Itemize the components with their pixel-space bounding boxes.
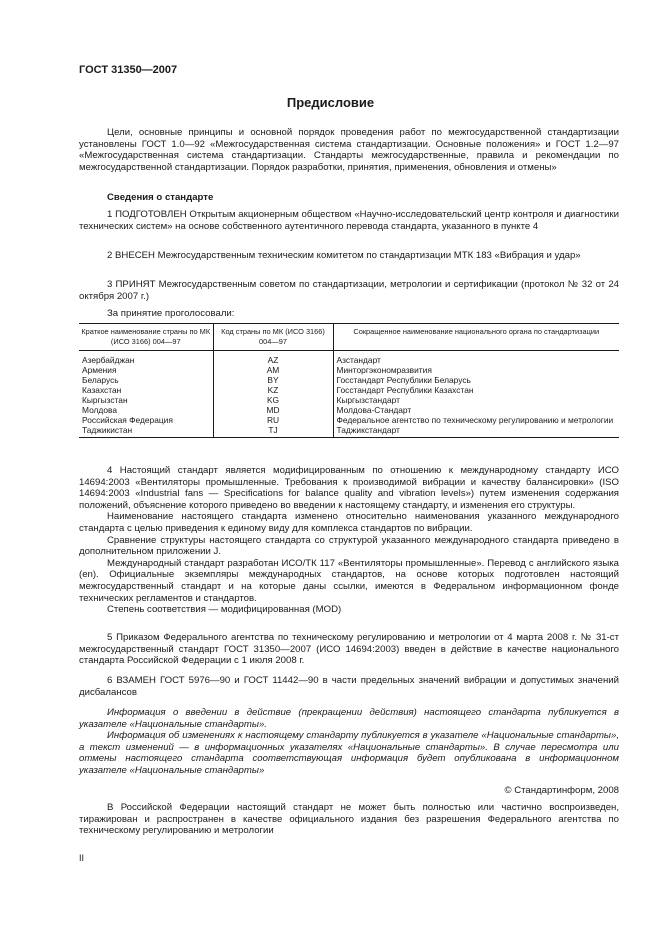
cell-country: Таджикистан: [79, 425, 213, 438]
item-6: [79, 675, 619, 698]
cell-body: Молдова-Стандарт: [336, 405, 412, 415]
item-1: [79, 209, 619, 232]
item-4-conformity: Степень соответствия — модифицированная (MOD): [107, 604, 342, 616]
page-title: Предисловие: [286, 95, 375, 110]
item-2-text: 2 ВНЕСЕН Межгосударственным техническим комитетом по стандартизации МТК 183 «Вибрация и удар»: [107, 250, 581, 261]
cell-body: Минторгэкономразвития: [336, 365, 432, 375]
cell-code: RU: [213, 415, 333, 425]
cell-country: Молдова: [79, 405, 213, 415]
table-row: [79, 395, 619, 405]
item-4-iso-note: Международный стандарт разработан ИСО/ТК 117 «Вентиляторы промышленные». Перевод с английского языка (en). Официальные экземпляры международных стандартов, на основе которых подготовлен настоящий межгосударственный стандарт и на которые даны ссылки, имеются в Федеральном информационном фонде технических регламентов и стандартов.: [79, 557, 619, 604]
cell-body: Госстандарт Республики Казахстан: [336, 385, 474, 395]
table-row: [79, 415, 619, 425]
voted-label: За принятие проголосовали:: [107, 308, 235, 319]
cell-code: TJ: [213, 425, 333, 438]
item-3-text: 3 ПРИНЯТ Межгосударственным советом по стандартизации, метрологии и сертификации (протокол № 32 от 24 октября 2007 г.): [79, 279, 619, 302]
item-4-text: 4 Настоящий стандарт является модифицированным по отношению к международному стандарту ИСО 14694:2003 «Вентиляторы промышленные. Требования к производимой вибрации и качеству балансировки» (ISO 14694:2003 «Industrial fans — Specifications for balance quality and vibration levels») путем изменения содержания положений, объяснение которого приведено во введении к настоящему стандарту, и изменения его структуры.: [79, 465, 619, 511]
info-block: [79, 707, 619, 777]
item-4: [79, 465, 619, 616]
copyright-line: [79, 785, 619, 797]
cell-body: Федеральное агентство по техническому регулированию и метрологии: [336, 415, 614, 425]
cell-body: Таджикстандарт: [336, 425, 400, 435]
notice-text: В Российской Федерации настоящий стандарт не может быть полностью или частично воспроизведен, тиражирован и распространен в качестве официального издания без разрешения Федерального агентства по техническому регулированию и метрологии: [79, 802, 619, 837]
cell-country: Армения: [79, 365, 213, 375]
table-row: [79, 351, 619, 366]
cell-code: MD: [213, 405, 333, 415]
cell-code: AM: [213, 365, 333, 375]
cell-country: Кыргызстан: [79, 395, 213, 405]
cell-body: Госстандарт Республики Беларусь: [336, 375, 471, 385]
intro-paragraph: Цели, основные принципы и основной порядок проведения работ по межгосударственной стандартизации установлены ГОСТ 1.0—92 «Межгосударственная система стандартизации. Основные положения» и ГОСТ 1.2—97 «Межгосударственная система стандартизации. Стандарты межгосударственные, правила и рекомендации по межгосударственной стандартизации. Порядок разработки, принятия, применения, обновления и отмены»: [79, 127, 619, 173]
notice-block: [79, 802, 619, 837]
table-row: [79, 385, 619, 395]
cell-country: Беларусь: [79, 375, 213, 385]
cell-code: KG: [213, 395, 333, 405]
cell-country: Казахстан: [79, 385, 213, 395]
cell-code: BY: [213, 375, 333, 385]
table-header-row: [79, 324, 619, 351]
standard-info-section: [79, 192, 619, 204]
cell-body: Азстандарт: [336, 355, 381, 365]
item-1-text: 1 ПОДГОТОВЛЕН Открытым акционерным обществом «Научно-исследовательский центр контроля и диагностики технических систем» на основе собственного аутентичного перевода стандарта, указанного в пункте 4: [79, 209, 619, 232]
item-6-text: 6 ВЗАМЕН ГОСТ 5976—90 и ГОСТ 11442—90 в части предельных значений вибрации и допустимых значений дисбалансов: [79, 675, 619, 698]
countries-table: [79, 323, 619, 438]
item-4-name-note: Наименование настоящего стандарта изменено относительно наименования указанного международного стандарта с целью приведения к единому виду для комплекса стандартов по вибрации.: [79, 511, 619, 534]
page-number: II: [79, 853, 85, 863]
intro-block: [79, 127, 619, 173]
cell-code: KZ: [213, 385, 333, 395]
cell-body: Кыргызстандарт: [336, 395, 400, 405]
section-title: Сведения о стандарте: [107, 192, 214, 203]
info-introduction: Информация о введении в действие (прекращении действия) настоящего стандарта публикуется в указателе «Национальные стандарты».: [79, 707, 619, 730]
voted-line: [79, 308, 619, 320]
col-header-country: Краткое наименование страны по МК (ИСО 3166) 004—97: [79, 324, 213, 351]
cell-country: Российская Федерация: [79, 415, 213, 425]
col-header-code: Код страны по МК (ИСО 3166) 004—97: [213, 324, 333, 351]
document-header: ГОСТ 31350—2007: [79, 64, 178, 76]
item-2: [79, 250, 619, 262]
cell-code: AZ: [213, 351, 333, 366]
cell-country: Азербайджан: [79, 351, 213, 366]
table-row: [79, 425, 619, 438]
table-row: [79, 405, 619, 415]
table-row: [79, 375, 619, 385]
info-changes: Информация об изменениях к настоящему стандарту публикуется в указателе «Национальные стандарты», а текст изменений — в информационных указателях «Национальные стандарты». В случае пересмотра или отмены настоящего стандарта соответствующая информация будет опубликована в информационном указателе «Национальные стандарты»: [79, 730, 619, 776]
table-row: [79, 365, 619, 375]
item-3: [79, 279, 619, 302]
copyright-text: © Стандартинформ, 2008: [504, 785, 619, 796]
item-4-structure-note: Сравнение структуры настоящего стандарта со структурой указанного международного стандарта приведено в дополнительном приложении J.: [79, 534, 619, 558]
col-header-body: Сокращенное наименование национального органа по стандартизации: [333, 324, 619, 351]
item-5: [79, 632, 619, 667]
item-5-text: 5 Приказом Федерального агентства по техническому регулированию и метрологии от 4 марта 2008 г. № 31-ст межгосударственный стандарт ГОСТ 31350—2007 (ИСО 14694:2003) введен в действие в качестве национального стандарта Российской Федерации с 1 июля 2008 г.: [79, 632, 619, 667]
